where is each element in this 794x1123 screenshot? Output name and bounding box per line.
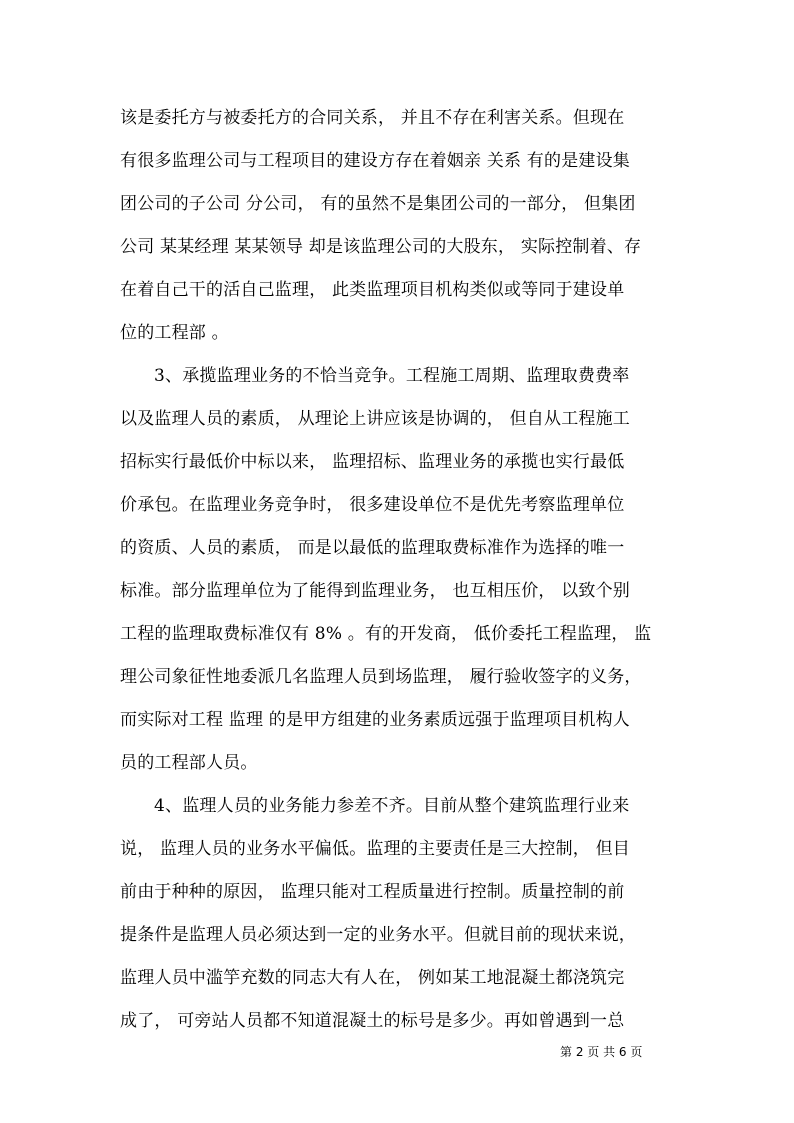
text-line-15: 而实际对工程 监理 的是甲方组建的业务素质远强于监理项目机构人 (120, 710, 631, 730)
text-line-21: 监理人员中滥竽充数的同志大有人在， 例如某工地混凝土都浇筑完 (120, 968, 625, 988)
paragraph-4-first-line: 4、监理人员的业务能力参差不齐。目前从整个建筑监理行业来 (154, 796, 630, 816)
text-line-20: 提条件是监理人员必须达到一定的业务水平。但就目前的现状来说， (120, 925, 636, 945)
text-line-22: 成了， 可旁站人员都不知道混凝土的标号是多少。再如曾遇到一总 (120, 1011, 625, 1031)
text-line-16: 员的工程部人员。 (120, 753, 258, 773)
page-number-footer: 第 2 页 共 6 页 (560, 1045, 643, 1059)
text-line-18: 说， 监理人员的业务水平偏低。监理的主要责任是三大控制， 但目 (120, 839, 631, 859)
text-line-11: 的资质、人员的素质， 而是以最低的监理取费标准作为选择的唯一 (120, 538, 625, 558)
text-line-8: 以及监理人员的素质， 从理论上讲应该是协调的， 但自从工程施工 (120, 409, 631, 429)
text-line-9: 招标实行最低价中标以来， 监理招标、监理业务的承揽也实行最低 (120, 452, 625, 472)
text-line-10: 价承包。在监理业务竞争时， 很多建设单位不是优先考察监理单位 (120, 495, 625, 515)
text-line-3: 团公司的子公司 分公司， 有的虽然不是集团公司的一部分， 但集团 (120, 194, 636, 214)
text-line-19: 前由于种种的原因， 监理只能对工程质量进行控制。质量控制的前 (120, 882, 625, 902)
text-line-5: 在着自己干的活自己监理， 此类监理项目机构类似或等同于建设单 (120, 280, 625, 300)
text-line-14: 理公司象征性地委派几名监理人员到场监理， 履行验收签字的义务， (120, 667, 642, 687)
text-line-1: 该是委托方与被委托方的合同关系， 并且不存在利害关系。但现在 (120, 108, 625, 128)
text-line-12: 标准。部分监理单位为了能得到监理业务， 也互相压价， 以致个别 (120, 581, 631, 601)
text-line-13: 工程的监理取费标准仅有 8% 。有的开发商， 低价委托工程监理， 监 (120, 624, 652, 644)
paragraph-3-first-line: 3、承揽监理业务的不恰当竞争。工程施工周期、监理取费费率 (154, 366, 630, 386)
text-line-2: 有很多监理公司与工程项目的建设方存在着姻亲 关系 有的是建设集 (120, 151, 631, 171)
text-line-4: 公司 某某经理 某某领导 却是该监理公司的大股东， 实际控制着、存 (120, 237, 642, 257)
text-line-6: 位的工程部 。 (120, 323, 229, 343)
